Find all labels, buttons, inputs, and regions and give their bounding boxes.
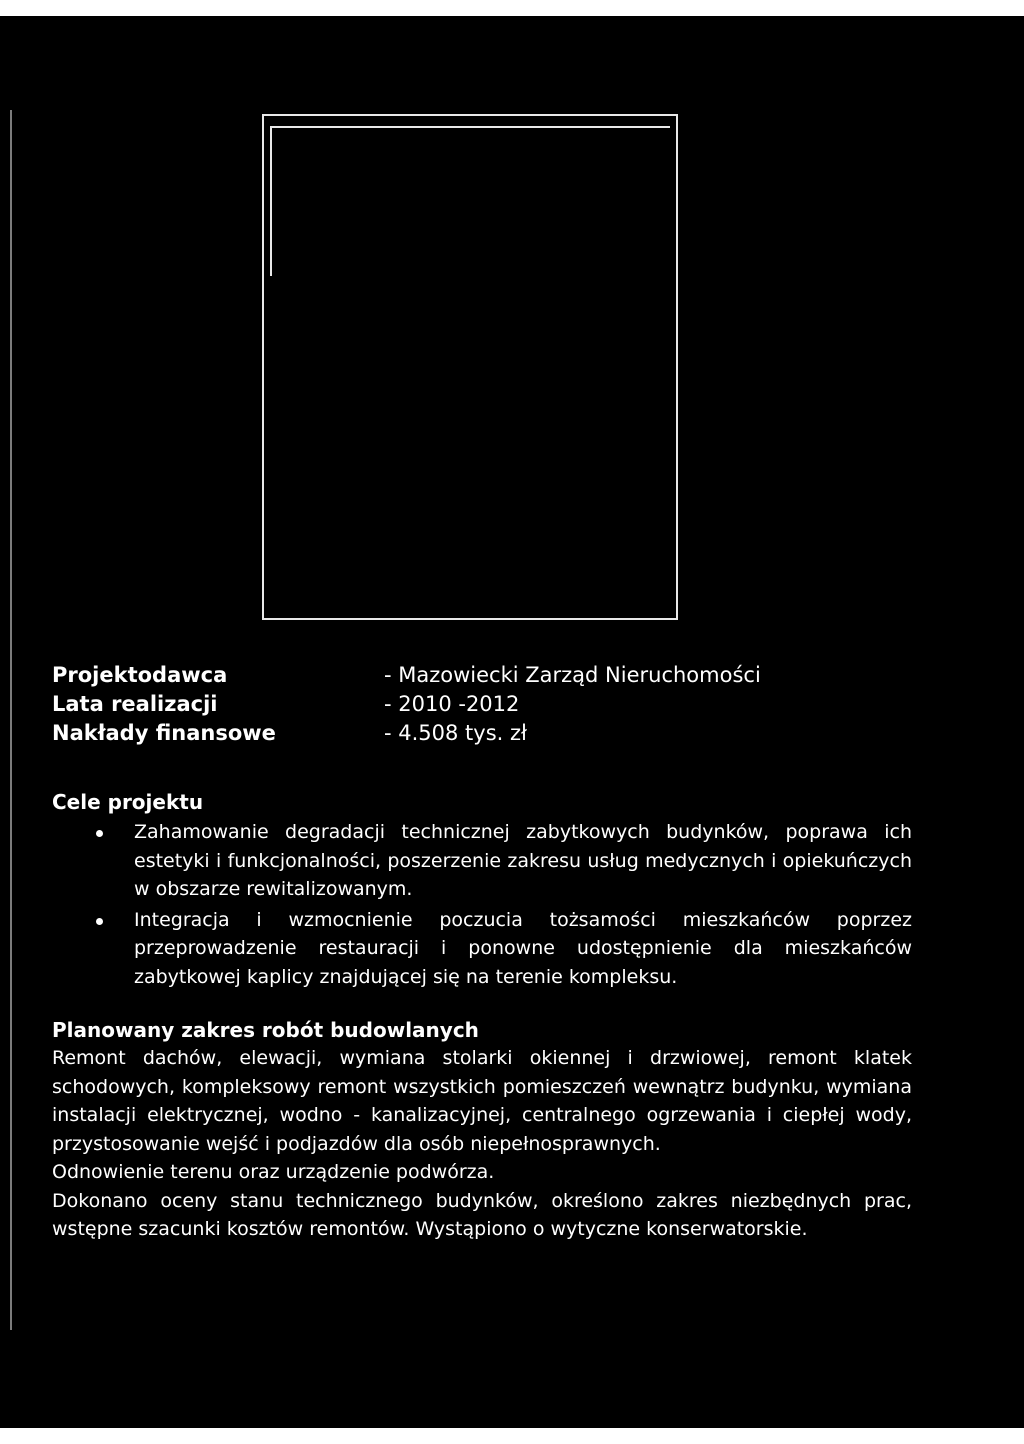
goals-heading: Cele projektu (52, 790, 204, 814)
planned-works-section (52, 1016, 912, 1244)
goal-text: Integracja i wzmocnienie poczucia tożsamości mieszkańców poprzez przeprowadzenie restauracji i ponowne udostępnienie dla mieszkańców zabytkowej kaplicy znajdującej się na terenie kompleksu. (134, 908, 912, 988)
goal-text: Zahamowanie degradacji technicznej zabytkowych budynków, poprawa ich estetyki i funkcjonalności, poszerzenie zakresu usług medycznych i opiekuńczych w obszarze rewitalizowanym. (134, 821, 912, 900)
page-edge-rule (10, 110, 12, 1330)
goal-item (52, 818, 912, 904)
works-paragraph: Dokonano oceny stanu technicznego budynków, określono zakres niezbędnych prac, wstępne szacunki kosztów remontów. Wystąpiono o wytyczne konserwatorskie. (52, 1189, 912, 1240)
meta-value: - Mazowiecki Zarząd Nieruchomości (384, 662, 761, 687)
photo-inner-frame (270, 126, 670, 276)
project-meta (52, 660, 952, 747)
meta-value: - 4.508 tys. zł (384, 720, 527, 745)
works-paragraph: Remont dachów, elewacji, wymiana stolarki okiennej i drzwiowej, remont klatek schodowych, kompleksowy remont wszystkich pomieszczeń wewnątrz budynku, wymiana instalacji elektrycznej, wodno - kanalizacyjnej, centralnego ogrzewania i ciepłej wody, przystosowanie wejść i podjazdów dla osób niepełnosprawnych. (52, 1047, 912, 1155)
meta-value: - 2010 -2012 (384, 691, 520, 716)
meta-label: Nakłady finansowe (52, 720, 276, 745)
bullet-icon (96, 830, 103, 837)
meta-row-budget (52, 718, 952, 747)
bullet-icon (96, 918, 103, 925)
project-goals-section (52, 788, 912, 991)
works-paragraph: Odnowienie terenu oraz urządzenie podwórza. (52, 1161, 495, 1183)
goal-item (52, 906, 912, 992)
works-heading: Planowany zakres robót budowlanych (52, 1018, 479, 1042)
meta-label: Lata realizacji (52, 691, 218, 716)
meta-row-applicant (52, 660, 952, 689)
meta-row-years (52, 689, 952, 718)
meta-label: Projektodawca (52, 662, 228, 687)
